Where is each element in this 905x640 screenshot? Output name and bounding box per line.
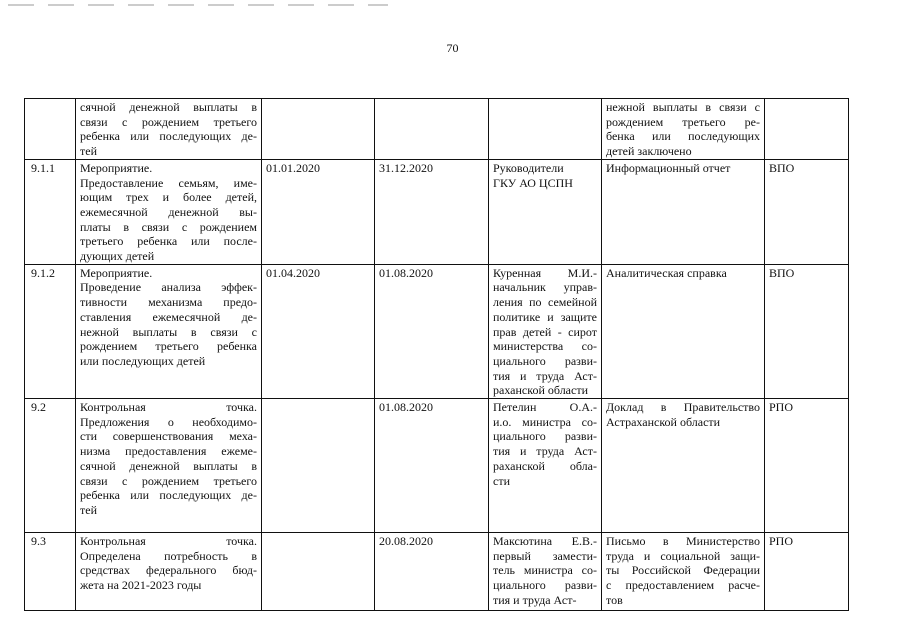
event-description-line: ребенка или последующих де- [80, 488, 257, 503]
result-document-line: нежной выплаты в связи с [606, 100, 760, 114]
event-description-cell [76, 159, 262, 264]
result-document-line: детей заключено [606, 144, 692, 159]
control-level: ВПО [769, 160, 795, 175]
result-document-cell [602, 533, 765, 611]
responsible-person-line: тия и труда Аст- [493, 368, 597, 383]
control-level-cell [765, 399, 849, 533]
result-document-line: ты Российской Федерации [606, 563, 760, 578]
responsible-person-line: тия и труда Аст- [493, 592, 577, 607]
event-description-line: низма предоставления ежеме- [80, 444, 257, 459]
event-description-line: Мероприятие. [80, 265, 153, 280]
end-date-cell [375, 264, 489, 398]
start-date: 01.01.2020 [266, 160, 320, 175]
event-description-cell [76, 533, 262, 611]
result-document-cell [602, 99, 765, 160]
event-description-line: Контрольная точка. [80, 400, 257, 415]
table-row [25, 264, 849, 398]
event-description-line: сячной денежной выплаты в [80, 458, 257, 473]
responsible-person-line: ления по семейной [493, 295, 597, 310]
responsible-person-line: тель министра со- [493, 563, 597, 578]
responsible-person-cell [489, 399, 602, 533]
responsible-person-line: и.о. министра со- [493, 414, 597, 429]
row-number: 9.1.2 [31, 265, 55, 280]
table-row [25, 159, 849, 264]
start-date-cell [262, 159, 375, 264]
responsible-person-line: министерства со- [493, 339, 597, 354]
start-date-cell [262, 533, 375, 611]
row-number-cell [25, 159, 76, 264]
end-date-cell [375, 159, 489, 264]
end-date-cell [375, 99, 489, 160]
event-description-line: ежемесячной денежной вы- [80, 204, 257, 219]
result-document-line: тов [606, 592, 623, 607]
event-description-line: тивности механизма предо- [80, 295, 257, 310]
row-number-cell [25, 99, 76, 160]
event-description-line: связи с рождением третьего [80, 473, 257, 488]
responsible-person-line: Максютина Е.В.- [493, 534, 597, 549]
result-document-line: бенка или последующих [606, 129, 760, 144]
responsible-person-cell [489, 159, 602, 264]
control-level-cell [765, 264, 849, 398]
start-date-cell [262, 264, 375, 398]
responsible-person-line: первый замести- [493, 548, 597, 563]
result-document-line: Информационный отчет [606, 160, 731, 175]
event-description-line: Предоставление семьям, име- [80, 175, 257, 190]
table-row [25, 399, 849, 533]
row-number-cell [25, 533, 76, 611]
event-description-line: связи с рождением третьего [80, 114, 257, 129]
control-level: РПО [769, 534, 794, 549]
event-description-line: или последующих детей [80, 353, 206, 368]
responsible-person-line: тия и труда Аст- [493, 444, 597, 459]
page-number: 70 [446, 41, 459, 55]
responsible-person-line: раханской обла- [493, 458, 597, 473]
responsible-person-line: прав детей - сирот [493, 324, 597, 339]
end-date: 31.12.2020 [379, 160, 433, 175]
event-description-line: Предложения о необходимо- [80, 414, 257, 429]
result-document-cell [602, 159, 765, 264]
row-number: 9.3 [31, 534, 46, 549]
event-description-line: нежной выплаты в связи с [80, 324, 257, 339]
control-level: ВПО [769, 265, 795, 280]
table-row [25, 99, 849, 160]
responsible-person-line: циального разви- [493, 429, 597, 444]
end-date: 01.08.2020 [379, 400, 433, 415]
event-description-line: сячной денежной выплаты в [80, 100, 257, 114]
responsible-person-line: раханской области [493, 383, 588, 398]
event-description-line: рождением третьего ребенка [80, 339, 257, 354]
table-row [25, 533, 849, 611]
result-document-line: Астраханской области [606, 414, 721, 429]
responsible-person-line: ГКУ АО ЦСПН [493, 175, 573, 190]
responsible-person-line: циального разви- [493, 353, 597, 368]
event-description-line: ющим трех и более детей, [80, 190, 257, 205]
start-date-cell [262, 399, 375, 533]
event-description-line: Контрольная точка. [80, 534, 257, 549]
start-date-cell [262, 99, 375, 160]
event-description-line: дующих детей [80, 249, 155, 264]
control-level-cell [765, 159, 849, 264]
responsible-person-line: Петелин О.А.- [493, 400, 597, 415]
plan-table [24, 98, 849, 611]
result-document-line: Письмо в Министерство [606, 534, 760, 549]
event-description-line: третьего ребенка или после- [80, 234, 257, 249]
event-description-line: Проведение анализа эффек- [80, 280, 257, 295]
event-description-line: сти совершенствования меха- [80, 429, 257, 444]
result-document-cell [602, 399, 765, 533]
event-description-line: Определена потребность в [80, 548, 257, 563]
responsible-person-line: политике и защите [493, 309, 597, 324]
event-description-line: Мероприятие. [80, 160, 153, 175]
event-description-cell [76, 99, 262, 160]
result-document-cell [602, 264, 765, 398]
event-description-line: тей [80, 502, 97, 517]
event-description-cell [76, 264, 262, 398]
row-number-cell [25, 264, 76, 398]
responsible-person-cell [489, 99, 602, 160]
responsible-person-cell [489, 533, 602, 611]
row-number-cell [25, 399, 76, 533]
result-document-line: с предоставлением расче- [606, 578, 760, 593]
result-document-line: Аналитическая справка [606, 265, 727, 280]
row-number: 9.2 [31, 400, 46, 415]
responsible-person-cell [489, 264, 602, 398]
end-date: 01.08.2020 [379, 265, 433, 280]
event-description-line: ставления ежемесячной де- [80, 309, 257, 324]
control-level: РПО [769, 400, 794, 415]
responsible-person-line: сти [493, 473, 510, 488]
responsible-person-line: циального разви- [493, 578, 597, 593]
responsible-person-line: Руководители [493, 160, 564, 175]
event-description-cell [76, 399, 262, 533]
scan-edge-mark [8, 4, 388, 6]
responsible-person-line: Куренная М.И.- [493, 265, 597, 280]
start-date: 01.04.2020 [266, 265, 320, 280]
control-level-cell [765, 533, 849, 611]
plan-table-body [25, 99, 849, 611]
event-description-line: тей [80, 144, 97, 159]
event-description-line: платы в связи с рождением [80, 219, 257, 234]
event-description-line: средствах федерального бюд- [80, 563, 257, 578]
end-date: 20.08.2020 [379, 534, 433, 549]
result-document-line: Доклад в Правительство [606, 400, 760, 415]
end-date-cell [375, 399, 489, 533]
responsible-person-line: начальник управ- [493, 280, 597, 295]
event-description-line: ребенка или последующих де- [80, 129, 257, 144]
row-number: 9.1.1 [31, 160, 55, 175]
end-date-cell [375, 533, 489, 611]
result-document-line: труда и социальной защи- [606, 548, 760, 563]
control-level-cell [765, 99, 849, 160]
result-document-line: рождением третьего ре- [606, 114, 760, 129]
event-description-line: жета на 2021-2023 годы [80, 578, 202, 593]
